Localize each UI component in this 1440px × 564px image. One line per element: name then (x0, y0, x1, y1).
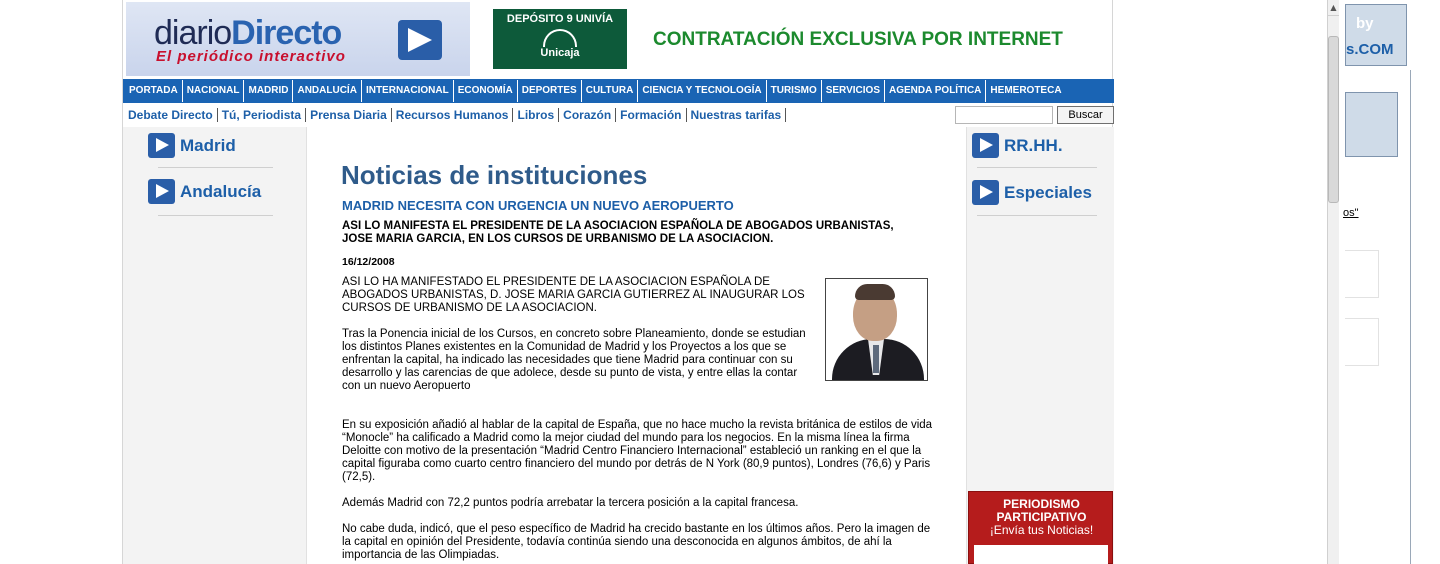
banner-title: DEPÓSITO 9 UNIVÍA (506, 13, 614, 25)
nav-item-andalucia[interactable]: ANDALUCÍA (293, 80, 361, 102)
subnav-item-rrhh[interactable]: Recursos Humanos (392, 108, 514, 122)
promo-title: PERIODISMO PARTICIPATIVO (996, 497, 1087, 524)
nav-item-madrid[interactable]: MADRID (244, 80, 293, 102)
arrow-logo-icon (148, 179, 175, 204)
left-sidebar (123, 127, 306, 564)
photo-hair (855, 284, 895, 300)
divider (158, 167, 273, 168)
subnav-item-tarifas[interactable]: Nuestras tarifas (687, 108, 787, 122)
sidebar-item-label: Madrid (180, 135, 236, 155)
side-frame-rail (1403, 70, 1411, 564)
nav-item-deportes[interactable]: DEPORTES (518, 80, 582, 102)
nav-item-internacional[interactable]: INTERNACIONAL (362, 80, 454, 102)
sidebar-item-label: Especiales (1004, 182, 1092, 202)
arrow-logo-icon (398, 20, 442, 60)
side-frame-banner-text: s.COM (1346, 41, 1394, 58)
subnav-item-formacion[interactable]: Formación (616, 108, 686, 122)
unicaja-logo-icon (543, 29, 577, 47)
nav-item-hemeroteca[interactable]: HEMEROTECA (990, 85, 1062, 96)
scroll-up-icon[interactable]: ▲ (1328, 0, 1339, 16)
article-headline: MADRID NECESITA CON URGENCIA UN NUEVO AEROPUERTO (342, 198, 734, 213)
arrow-logo-icon (148, 133, 175, 158)
sidebar-item-label: RR.HH. (1004, 135, 1063, 155)
promo-subtitle: ¡Envía tus Noticias! (989, 523, 1094, 537)
article-paragraph: Además Madrid con 72,2 puntos podría arrebatar la tercera posición a la capital francesa. (342, 497, 799, 509)
logo-main-text: diario (154, 14, 232, 52)
page-container (122, 0, 1113, 564)
divider (977, 215, 1097, 216)
sidebar-item-andalucia[interactable] (148, 179, 261, 204)
side-frame-banner[interactable] (1345, 4, 1407, 66)
side-frame-box (1345, 92, 1398, 157)
secondary-nav (128, 106, 786, 124)
article-subheadline: ASI LO MANIFESTA EL PRESIDENTE DE LA ASOCIACION ESPAÑOLA DE ABOGADOS URBANISTAS, JOSE MARIA GARCIA, EN LOS CURSOS DE URBANISMO DE LA ASOCIACION. (342, 220, 894, 245)
nav-item-ciencia[interactable]: CIENCIA Y TECNOLOGÍA (638, 80, 766, 102)
subnav-item-debate[interactable]: Debate Directo (128, 108, 218, 122)
nav-item-cultura[interactable]: CULTURA (582, 80, 639, 102)
divider (977, 167, 1097, 168)
side-frame-banner-text: by (1356, 15, 1374, 32)
header-slogan[interactable]: CONTRATACIÓN EXCLUSIVA POR INTERNET (653, 29, 1063, 50)
subnav-item-prensa[interactable]: Prensa Diaria (306, 108, 392, 122)
nav-item-nacional[interactable]: NACIONAL (183, 80, 245, 102)
article-paragraph: No cabe duda, indicó, que el peso específico de Madrid ha crecido bastante en los últimos años. Pero la imagen de la capital en opinión del Presidente, todavía continúa siendo una desconocida en algunos ámbitos, de ahí la importancia de las Olimpiadas. (342, 523, 931, 561)
article-column (306, 127, 967, 564)
photo-tie (873, 345, 879, 373)
scrollbar-thumb[interactable] (1328, 36, 1339, 203)
nav-item-servicios[interactable]: SERVICIOS (822, 80, 885, 102)
article-paragraph: En su exposición añadió al hablar de la capital de España, que no hace mucho la revista británica de estilos de vida “Monocle” ha calificado a Madrid como la mejor ciudad del mundo para los negocios. En la misma línea la firma Deloitte con motivo de la presentación “Madrid Centro Financiero Internacional” estableció un ranking en el que la capital figuraba como cuarto centro financiero del mundo por detrás de N York (80,9 puntos), Londres (76,6) y Paris (72,5). (342, 419, 933, 483)
nav-item-economia[interactable]: ECONOMÍA (454, 80, 518, 102)
subnav-item-periodista[interactable]: Tú, Periodista (218, 108, 306, 122)
side-frame-box (1345, 250, 1379, 298)
arrow-logo-icon (972, 180, 999, 205)
nav-item-portada[interactable]: PORTADA (125, 80, 183, 102)
banner-brand: Unicaja (540, 47, 580, 59)
article-date: 16/12/2008 (342, 256, 395, 268)
nav-item-turismo[interactable]: TURISMO (767, 80, 822, 102)
right-sidebar (967, 127, 1114, 564)
participative-journalism-promo[interactable] (968, 491, 1113, 564)
divider (158, 215, 273, 216)
arrow-logo-icon (972, 133, 999, 158)
article-paragraph: ASI LO HA MANIFESTADO EL PRESIDENTE DE LA ASOCIACION ESPAÑOLA DE ABOGADOS URBANISTAS, D. JOSE MARIA GARCIA GUTIERREZ AL INAUGURAR LOS CURSOS DE URBANISMO DE LA ASOCIACION. (342, 276, 805, 314)
side-frame-link[interactable]: os" (1343, 207, 1359, 219)
subnav-item-libros[interactable]: Libros (513, 108, 559, 122)
side-frame-box (1345, 318, 1379, 366)
article-photo (825, 278, 928, 381)
side-frame (1339, 0, 1440, 564)
page-title: Noticias de instituciones (341, 160, 648, 190)
article-paragraph: Tras la Ponencia inicial de los Cursos, en concreto sobre Planeamiento, donde se estudian los distintos Planes existentes en la Comunidad de Madrid y los Proyectos a los que se enfrentan la capital, ha indicado las necesidades que tiene Madrid para continuar con su desarrollo y las carencias de que adolece, desde su punto de vista, y entre ellas la contar con un nuevo Aeropuerto (342, 328, 806, 392)
promo-inner-panel (974, 545, 1108, 564)
subnav-item-corazon[interactable]: Corazón (559, 108, 616, 122)
nav-item-agenda[interactable]: AGENDA POLÍTICA (885, 80, 986, 102)
search-input[interactable] (955, 106, 1053, 124)
main-nav (123, 79, 1114, 103)
unicaja-banner[interactable] (493, 9, 627, 69)
sidebar-item-especiales[interactable] (972, 180, 1092, 205)
site-logo[interactable] (126, 2, 470, 76)
sidebar-item-label: Andalucía (180, 181, 262, 201)
sidebar-item-rrhh[interactable] (972, 133, 1063, 158)
search-button[interactable]: Buscar (1057, 106, 1114, 124)
logo-tagline: El periódico interactivo (156, 48, 346, 65)
logo-accent-text: Directo (231, 14, 342, 52)
sidebar-item-madrid[interactable] (148, 133, 236, 158)
